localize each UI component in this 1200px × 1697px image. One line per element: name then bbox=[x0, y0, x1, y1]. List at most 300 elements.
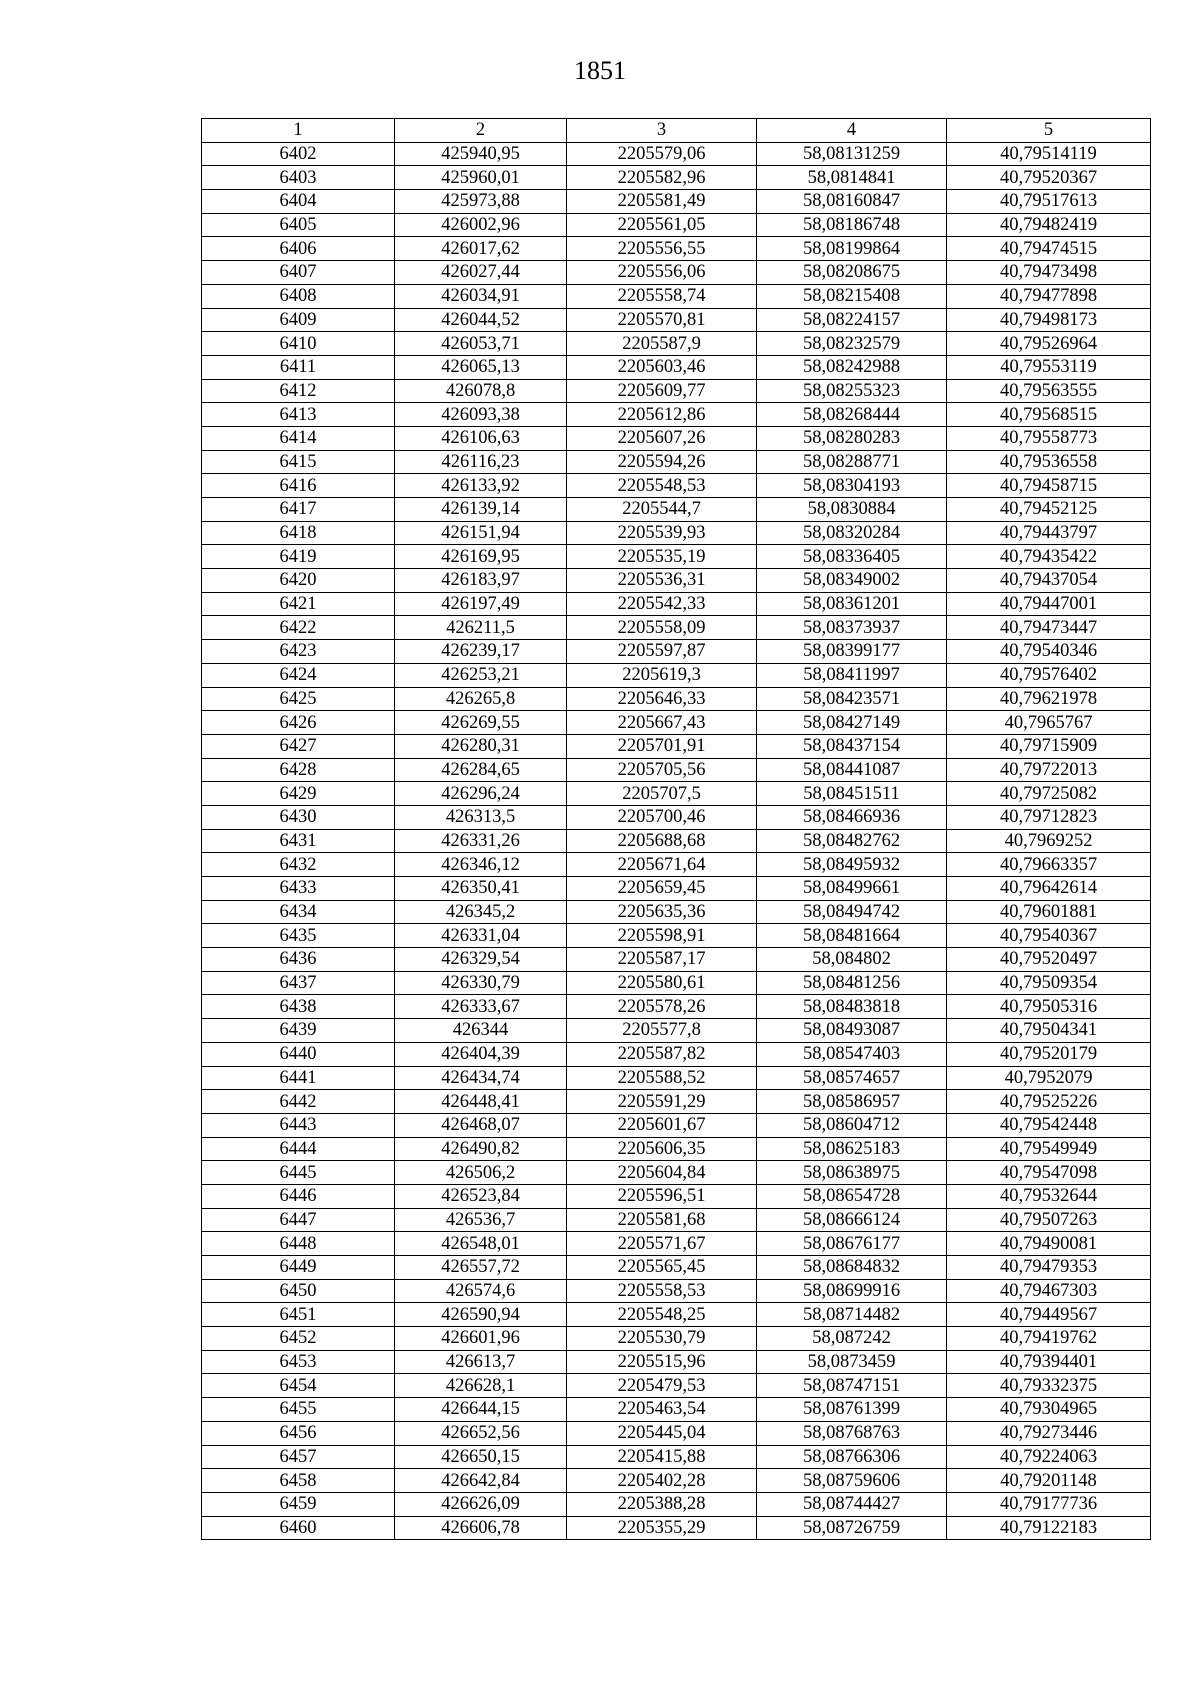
table-cell: 426034,91 bbox=[395, 284, 567, 308]
table-cell: 2205701,91 bbox=[567, 734, 757, 758]
table-cell: 2205659,45 bbox=[567, 877, 757, 901]
table-cell: 426280,31 bbox=[395, 734, 567, 758]
table-cell: 2205587,82 bbox=[567, 1042, 757, 1066]
table-cell: 2205582,96 bbox=[567, 166, 757, 190]
table-row bbox=[202, 308, 1151, 332]
table-cell: 58,08373937 bbox=[757, 616, 947, 640]
table-cell: 2205705,56 bbox=[567, 758, 757, 782]
table-cell: 426331,04 bbox=[395, 924, 567, 948]
table-cell: 426404,39 bbox=[395, 1042, 567, 1066]
table-cell: 426329,54 bbox=[395, 948, 567, 972]
table-cell: 40,79479353 bbox=[947, 1256, 1151, 1280]
table-cell: 2205577,8 bbox=[567, 1019, 757, 1043]
table-cell: 40,79576402 bbox=[947, 663, 1151, 687]
table-cell: 426044,52 bbox=[395, 308, 567, 332]
table-cell: 2205388,28 bbox=[567, 1492, 757, 1516]
table-row bbox=[202, 640, 1151, 664]
table-row bbox=[202, 1327, 1151, 1351]
table-cell: 58,08768763 bbox=[757, 1421, 947, 1445]
table-cell: 426106,63 bbox=[395, 426, 567, 450]
table-row bbox=[202, 332, 1151, 356]
table-cell: 40,79547098 bbox=[947, 1161, 1151, 1185]
table-cell: 426284,65 bbox=[395, 758, 567, 782]
table-cell: 6423 bbox=[202, 640, 395, 664]
table-cell: 426506,2 bbox=[395, 1161, 567, 1185]
table-row bbox=[202, 1113, 1151, 1137]
table-cell: 2205597,87 bbox=[567, 640, 757, 664]
table-cell: 426017,62 bbox=[395, 237, 567, 261]
table-cell: 6419 bbox=[202, 545, 395, 569]
table-row bbox=[202, 663, 1151, 687]
table-cell: 2205558,74 bbox=[567, 284, 757, 308]
table-cell: 40,7952079 bbox=[947, 1066, 1151, 1090]
table-cell: 40,79473498 bbox=[947, 261, 1151, 285]
table-row bbox=[202, 284, 1151, 308]
table-row bbox=[202, 1208, 1151, 1232]
table-cell: 58,08255323 bbox=[757, 379, 947, 403]
table-cell: 40,79273446 bbox=[947, 1421, 1151, 1445]
table-cell: 58,08224157 bbox=[757, 308, 947, 332]
table-cell: 58,0873459 bbox=[757, 1350, 947, 1374]
table-cell: 6442 bbox=[202, 1090, 395, 1114]
table-cell: 426606,78 bbox=[395, 1516, 567, 1540]
table-row bbox=[202, 805, 1151, 829]
table-cell: 58,08320284 bbox=[757, 521, 947, 545]
table-row bbox=[202, 1492, 1151, 1516]
table-cell: 58,08625183 bbox=[757, 1137, 947, 1161]
table-cell: 2205542,33 bbox=[567, 592, 757, 616]
table-cell: 40,79526964 bbox=[947, 332, 1151, 356]
table-cell: 2205607,26 bbox=[567, 426, 757, 450]
table-cell: 426557,72 bbox=[395, 1256, 567, 1280]
table-cell: 426093,38 bbox=[395, 403, 567, 427]
table-cell: 40,79549949 bbox=[947, 1137, 1151, 1161]
table-cell: 6403 bbox=[202, 166, 395, 190]
table-cell: 426434,74 bbox=[395, 1066, 567, 1090]
table-row bbox=[202, 948, 1151, 972]
table-cell: 40,79122183 bbox=[947, 1516, 1151, 1540]
table-cell: 6444 bbox=[202, 1137, 395, 1161]
table-cell: 40,79419762 bbox=[947, 1327, 1151, 1351]
table-cell: 426448,41 bbox=[395, 1090, 567, 1114]
table-cell: 58,087242 bbox=[757, 1327, 947, 1351]
table-cell: 6455 bbox=[202, 1398, 395, 1422]
table-row bbox=[202, 687, 1151, 711]
table-cell: 58,08493087 bbox=[757, 1019, 947, 1043]
table-row bbox=[202, 829, 1151, 853]
table-row bbox=[202, 403, 1151, 427]
table-cell: 426523,84 bbox=[395, 1184, 567, 1208]
table-cell: 6431 bbox=[202, 829, 395, 853]
table-cell: 58,08482762 bbox=[757, 829, 947, 853]
table-row bbox=[202, 1019, 1151, 1043]
table-row bbox=[202, 521, 1151, 545]
table-cell: 40,79505316 bbox=[947, 995, 1151, 1019]
table-cell: 6435 bbox=[202, 924, 395, 948]
table-cell: 426613,7 bbox=[395, 1350, 567, 1374]
table-cell: 58,0814841 bbox=[757, 166, 947, 190]
table-cell: 2205556,55 bbox=[567, 237, 757, 261]
table-cell: 6418 bbox=[202, 521, 395, 545]
table-cell: 58,08699916 bbox=[757, 1279, 947, 1303]
table-row bbox=[202, 261, 1151, 285]
table-cell: 58,08466936 bbox=[757, 805, 947, 829]
table-cell: 40,79553119 bbox=[947, 355, 1151, 379]
table-cell: 58,08676177 bbox=[757, 1232, 947, 1256]
table-cell: 40,79473447 bbox=[947, 616, 1151, 640]
table-cell: 6407 bbox=[202, 261, 395, 285]
table-cell: 6408 bbox=[202, 284, 395, 308]
table-cell: 40,79725082 bbox=[947, 782, 1151, 806]
table-cell: 426197,49 bbox=[395, 592, 567, 616]
table-row bbox=[202, 1137, 1151, 1161]
table-cell: 6436 bbox=[202, 948, 395, 972]
table-cell: 2205581,49 bbox=[567, 190, 757, 214]
table-cell: 58,08437154 bbox=[757, 734, 947, 758]
table-cell: 2205556,06 bbox=[567, 261, 757, 285]
table-cell: 426296,24 bbox=[395, 782, 567, 806]
table-cell: 40,7969252 bbox=[947, 829, 1151, 853]
table-cell: 58,08747151 bbox=[757, 1374, 947, 1398]
table-row bbox=[202, 877, 1151, 901]
table-cell: 58,08766306 bbox=[757, 1445, 947, 1469]
table-cell: 58,08411997 bbox=[757, 663, 947, 687]
table-cell: 2205445,04 bbox=[567, 1421, 757, 1445]
table-cell: 58,08495932 bbox=[757, 853, 947, 877]
table-cell: 40,79467303 bbox=[947, 1279, 1151, 1303]
table-cell: 426490,82 bbox=[395, 1137, 567, 1161]
table-cell: 2205609,77 bbox=[567, 379, 757, 403]
table-cell: 6450 bbox=[202, 1279, 395, 1303]
table-row bbox=[202, 971, 1151, 995]
table-cell: 426116,23 bbox=[395, 450, 567, 474]
table-cell: 2205635,36 bbox=[567, 900, 757, 924]
page-number: 1851 bbox=[574, 56, 626, 85]
table-cell: 58,08268444 bbox=[757, 403, 947, 427]
table-cell: 426652,56 bbox=[395, 1421, 567, 1445]
table-cell: 426644,15 bbox=[395, 1398, 567, 1422]
table-cell: 58,08441087 bbox=[757, 758, 947, 782]
table-cell: 58,08199864 bbox=[757, 237, 947, 261]
table-cell: 426650,15 bbox=[395, 1445, 567, 1469]
table-cell: 58,08481664 bbox=[757, 924, 947, 948]
table-row bbox=[202, 616, 1151, 640]
table-cell: 6414 bbox=[202, 426, 395, 450]
table-cell: 40,79540367 bbox=[947, 924, 1151, 948]
table-cell: 40,79458715 bbox=[947, 474, 1151, 498]
table-header-row bbox=[202, 119, 1151, 143]
column-header: 3 bbox=[567, 119, 757, 143]
table-cell: 58,08666124 bbox=[757, 1208, 947, 1232]
table-cell: 58,08242988 bbox=[757, 355, 947, 379]
table-cell: 2205588,52 bbox=[567, 1066, 757, 1090]
table-cell: 6409 bbox=[202, 308, 395, 332]
table-row bbox=[202, 711, 1151, 735]
table-cell: 6452 bbox=[202, 1327, 395, 1351]
table-cell: 6412 bbox=[202, 379, 395, 403]
table-cell: 40,79715909 bbox=[947, 734, 1151, 758]
table-row bbox=[202, 190, 1151, 214]
table-cell: 6451 bbox=[202, 1303, 395, 1327]
table-cell: 426642,84 bbox=[395, 1469, 567, 1493]
table-cell: 58,08288771 bbox=[757, 450, 947, 474]
table-row bbox=[202, 237, 1151, 261]
table-cell: 40,79642614 bbox=[947, 877, 1151, 901]
table-cell: 58,08399177 bbox=[757, 640, 947, 664]
table-cell: 426548,01 bbox=[395, 1232, 567, 1256]
table-row bbox=[202, 545, 1151, 569]
table-cell: 426002,96 bbox=[395, 213, 567, 237]
table-row bbox=[202, 1398, 1151, 1422]
table-cell: 2205561,05 bbox=[567, 213, 757, 237]
table-row bbox=[202, 379, 1151, 403]
table-cell: 58,08744427 bbox=[757, 1492, 947, 1516]
table-cell: 58,0830884 bbox=[757, 498, 947, 522]
table-cell: 58,08427149 bbox=[757, 711, 947, 735]
table-cell: 40,79558773 bbox=[947, 426, 1151, 450]
table-row bbox=[202, 355, 1151, 379]
table-row bbox=[202, 782, 1151, 806]
column-header: 1 bbox=[202, 119, 395, 143]
table-cell: 40,79437054 bbox=[947, 569, 1151, 593]
table-cell: 2205558,53 bbox=[567, 1279, 757, 1303]
table-cell: 40,79621978 bbox=[947, 687, 1151, 711]
table-cell: 58,08232579 bbox=[757, 332, 947, 356]
table-cell: 58,08654728 bbox=[757, 1184, 947, 1208]
table-row bbox=[202, 1232, 1151, 1256]
table-cell: 40,79447001 bbox=[947, 592, 1151, 616]
table-cell: 6427 bbox=[202, 734, 395, 758]
table-cell: 2205581,68 bbox=[567, 1208, 757, 1232]
table-cell: 426065,13 bbox=[395, 355, 567, 379]
table-cell: 2205570,81 bbox=[567, 308, 757, 332]
table-cell: 426350,41 bbox=[395, 877, 567, 901]
table-cell: 426265,8 bbox=[395, 687, 567, 711]
table-cell: 426344 bbox=[395, 1019, 567, 1043]
table-cell: 40,79514119 bbox=[947, 142, 1151, 166]
table-cell: 2205603,46 bbox=[567, 355, 757, 379]
table-cell: 40,79504341 bbox=[947, 1019, 1151, 1043]
table-cell: 6417 bbox=[202, 498, 395, 522]
table-cell: 40,79722013 bbox=[947, 758, 1151, 782]
table-cell: 40,79517613 bbox=[947, 190, 1151, 214]
table-cell: 58,08547403 bbox=[757, 1042, 947, 1066]
table-cell: 40,79452125 bbox=[947, 498, 1151, 522]
table-row bbox=[202, 450, 1151, 474]
table-cell: 425960,01 bbox=[395, 166, 567, 190]
table-cell: 40,79568515 bbox=[947, 403, 1151, 427]
table-cell: 426468,07 bbox=[395, 1113, 567, 1137]
table-cell: 58,08423571 bbox=[757, 687, 947, 711]
table-cell: 40,79525226 bbox=[947, 1090, 1151, 1114]
table-row bbox=[202, 758, 1151, 782]
table-cell: 2205535,19 bbox=[567, 545, 757, 569]
table-cell: 40,79520179 bbox=[947, 1042, 1151, 1066]
table-cell: 40,79482419 bbox=[947, 213, 1151, 237]
table-cell: 40,79474515 bbox=[947, 237, 1151, 261]
table-cell: 58,08361201 bbox=[757, 592, 947, 616]
table-cell: 6437 bbox=[202, 971, 395, 995]
table-cell: 426345,2 bbox=[395, 900, 567, 924]
table-cell: 426211,5 bbox=[395, 616, 567, 640]
table-cell: 6432 bbox=[202, 853, 395, 877]
table-cell: 2205536,31 bbox=[567, 569, 757, 593]
table-row bbox=[202, 1090, 1151, 1114]
table-cell: 6404 bbox=[202, 190, 395, 214]
table-cell: 58,08759606 bbox=[757, 1469, 947, 1493]
table-cell: 40,79498173 bbox=[947, 308, 1151, 332]
table-row bbox=[202, 1279, 1151, 1303]
table-cell: 2205539,93 bbox=[567, 521, 757, 545]
table-cell: 2205587,9 bbox=[567, 332, 757, 356]
table-row bbox=[202, 1421, 1151, 1445]
table-cell: 58,08160847 bbox=[757, 190, 947, 214]
table-cell: 2205355,29 bbox=[567, 1516, 757, 1540]
table-cell: 40,7965767 bbox=[947, 711, 1151, 735]
table-cell: 6453 bbox=[202, 1350, 395, 1374]
table-cell: 6429 bbox=[202, 782, 395, 806]
table-cell: 58,08494742 bbox=[757, 900, 947, 924]
table-cell: 426139,14 bbox=[395, 498, 567, 522]
table-cell: 40,79536558 bbox=[947, 450, 1151, 474]
table-cell: 2205530,79 bbox=[567, 1327, 757, 1351]
table-row bbox=[202, 1516, 1151, 1540]
table-cell: 6445 bbox=[202, 1161, 395, 1185]
table-cell: 426574,6 bbox=[395, 1279, 567, 1303]
table-cell: 6441 bbox=[202, 1066, 395, 1090]
table-cell: 40,79563555 bbox=[947, 379, 1151, 403]
table-cell: 2205594,26 bbox=[567, 450, 757, 474]
table-cell: 426133,92 bbox=[395, 474, 567, 498]
table-row bbox=[202, 1374, 1151, 1398]
table-cell: 6405 bbox=[202, 213, 395, 237]
table-cell: 2205707,5 bbox=[567, 782, 757, 806]
table-row bbox=[202, 1184, 1151, 1208]
table-cell: 2205587,17 bbox=[567, 948, 757, 972]
table-cell: 58,08604712 bbox=[757, 1113, 947, 1137]
table-cell: 58,08131259 bbox=[757, 142, 947, 166]
table-cell: 6446 bbox=[202, 1184, 395, 1208]
table-cell: 2205580,61 bbox=[567, 971, 757, 995]
table-cell: 426333,67 bbox=[395, 995, 567, 1019]
table-cell: 6447 bbox=[202, 1208, 395, 1232]
table-cell: 40,79304965 bbox=[947, 1398, 1151, 1422]
table-cell: 2205606,35 bbox=[567, 1137, 757, 1161]
table-cell: 426169,95 bbox=[395, 545, 567, 569]
table-cell: 40,79520367 bbox=[947, 166, 1151, 190]
table-cell: 6440 bbox=[202, 1042, 395, 1066]
table-cell: 6434 bbox=[202, 900, 395, 924]
table-cell: 58,08280283 bbox=[757, 426, 947, 450]
table-row bbox=[202, 166, 1151, 190]
table-cell: 40,79507263 bbox=[947, 1208, 1151, 1232]
table-row bbox=[202, 853, 1151, 877]
table-cell: 40,79542448 bbox=[947, 1113, 1151, 1137]
table-row bbox=[202, 569, 1151, 593]
table-cell: 426078,8 bbox=[395, 379, 567, 403]
table-cell: 58,08186748 bbox=[757, 213, 947, 237]
table-cell: 6454 bbox=[202, 1374, 395, 1398]
table-cell: 426590,94 bbox=[395, 1303, 567, 1327]
table-cell: 40,79532644 bbox=[947, 1184, 1151, 1208]
table-cell: 58,08451511 bbox=[757, 782, 947, 806]
table-cell: 40,79601881 bbox=[947, 900, 1151, 924]
table-cell: 6449 bbox=[202, 1256, 395, 1280]
table-cell: 58,08215408 bbox=[757, 284, 947, 308]
table-row bbox=[202, 498, 1151, 522]
table-cell: 2205578,26 bbox=[567, 995, 757, 1019]
table-cell: 6413 bbox=[202, 403, 395, 427]
table-cell: 425973,88 bbox=[395, 190, 567, 214]
table-cell: 6411 bbox=[202, 355, 395, 379]
table-cell: 6443 bbox=[202, 1113, 395, 1137]
table-cell: 2205579,06 bbox=[567, 142, 757, 166]
table-row bbox=[202, 924, 1151, 948]
table-cell: 6406 bbox=[202, 237, 395, 261]
table-cell: 426027,44 bbox=[395, 261, 567, 285]
table-cell: 58,08481256 bbox=[757, 971, 947, 995]
table-cell: 2205571,67 bbox=[567, 1232, 757, 1256]
table-cell: 426151,94 bbox=[395, 521, 567, 545]
table-cell: 58,084802 bbox=[757, 948, 947, 972]
table-cell: 426628,1 bbox=[395, 1374, 567, 1398]
table-cell: 2205415,88 bbox=[567, 1445, 757, 1469]
table-cell: 426253,21 bbox=[395, 663, 567, 687]
table-cell: 426601,96 bbox=[395, 1327, 567, 1351]
table-row bbox=[202, 474, 1151, 498]
table-cell: 426626,09 bbox=[395, 1492, 567, 1516]
table-cell: 426269,55 bbox=[395, 711, 567, 735]
table-cell: 40,79520497 bbox=[947, 948, 1151, 972]
table-cell: 40,79201148 bbox=[947, 1469, 1151, 1493]
table-row bbox=[202, 900, 1151, 924]
table-row bbox=[202, 734, 1151, 758]
table-cell: 2205591,29 bbox=[567, 1090, 757, 1114]
table-cell: 58,08208675 bbox=[757, 261, 947, 285]
table-cell: 58,08336405 bbox=[757, 545, 947, 569]
table-cell: 425940,95 bbox=[395, 142, 567, 166]
table-row bbox=[202, 142, 1151, 166]
table-cell: 6426 bbox=[202, 711, 395, 735]
table-cell: 6430 bbox=[202, 805, 395, 829]
table-cell: 40,79712823 bbox=[947, 805, 1151, 829]
table-cell: 6402 bbox=[202, 142, 395, 166]
table-cell: 40,79509354 bbox=[947, 971, 1151, 995]
table-cell: 6458 bbox=[202, 1469, 395, 1493]
table-cell: 6420 bbox=[202, 569, 395, 593]
table-cell: 2205671,64 bbox=[567, 853, 757, 877]
table-cell: 6422 bbox=[202, 616, 395, 640]
table-row bbox=[202, 213, 1151, 237]
table-cell: 6415 bbox=[202, 450, 395, 474]
table-row bbox=[202, 1066, 1151, 1090]
table-cell: 6460 bbox=[202, 1516, 395, 1540]
table-cell: 2205463,54 bbox=[567, 1398, 757, 1422]
table-cell: 58,08499661 bbox=[757, 877, 947, 901]
table-cell: 6424 bbox=[202, 663, 395, 687]
table-cell: 2205700,46 bbox=[567, 805, 757, 829]
table-cell: 426330,79 bbox=[395, 971, 567, 995]
table-row bbox=[202, 1350, 1151, 1374]
column-header: 5 bbox=[947, 119, 1151, 143]
table-cell: 2205544,7 bbox=[567, 498, 757, 522]
table-cell: 2205596,51 bbox=[567, 1184, 757, 1208]
table-cell: 2205402,28 bbox=[567, 1469, 757, 1493]
table-cell: 2205479,53 bbox=[567, 1374, 757, 1398]
table-cell: 6459 bbox=[202, 1492, 395, 1516]
table-cell: 58,08574657 bbox=[757, 1066, 947, 1090]
column-header: 4 bbox=[757, 119, 947, 143]
